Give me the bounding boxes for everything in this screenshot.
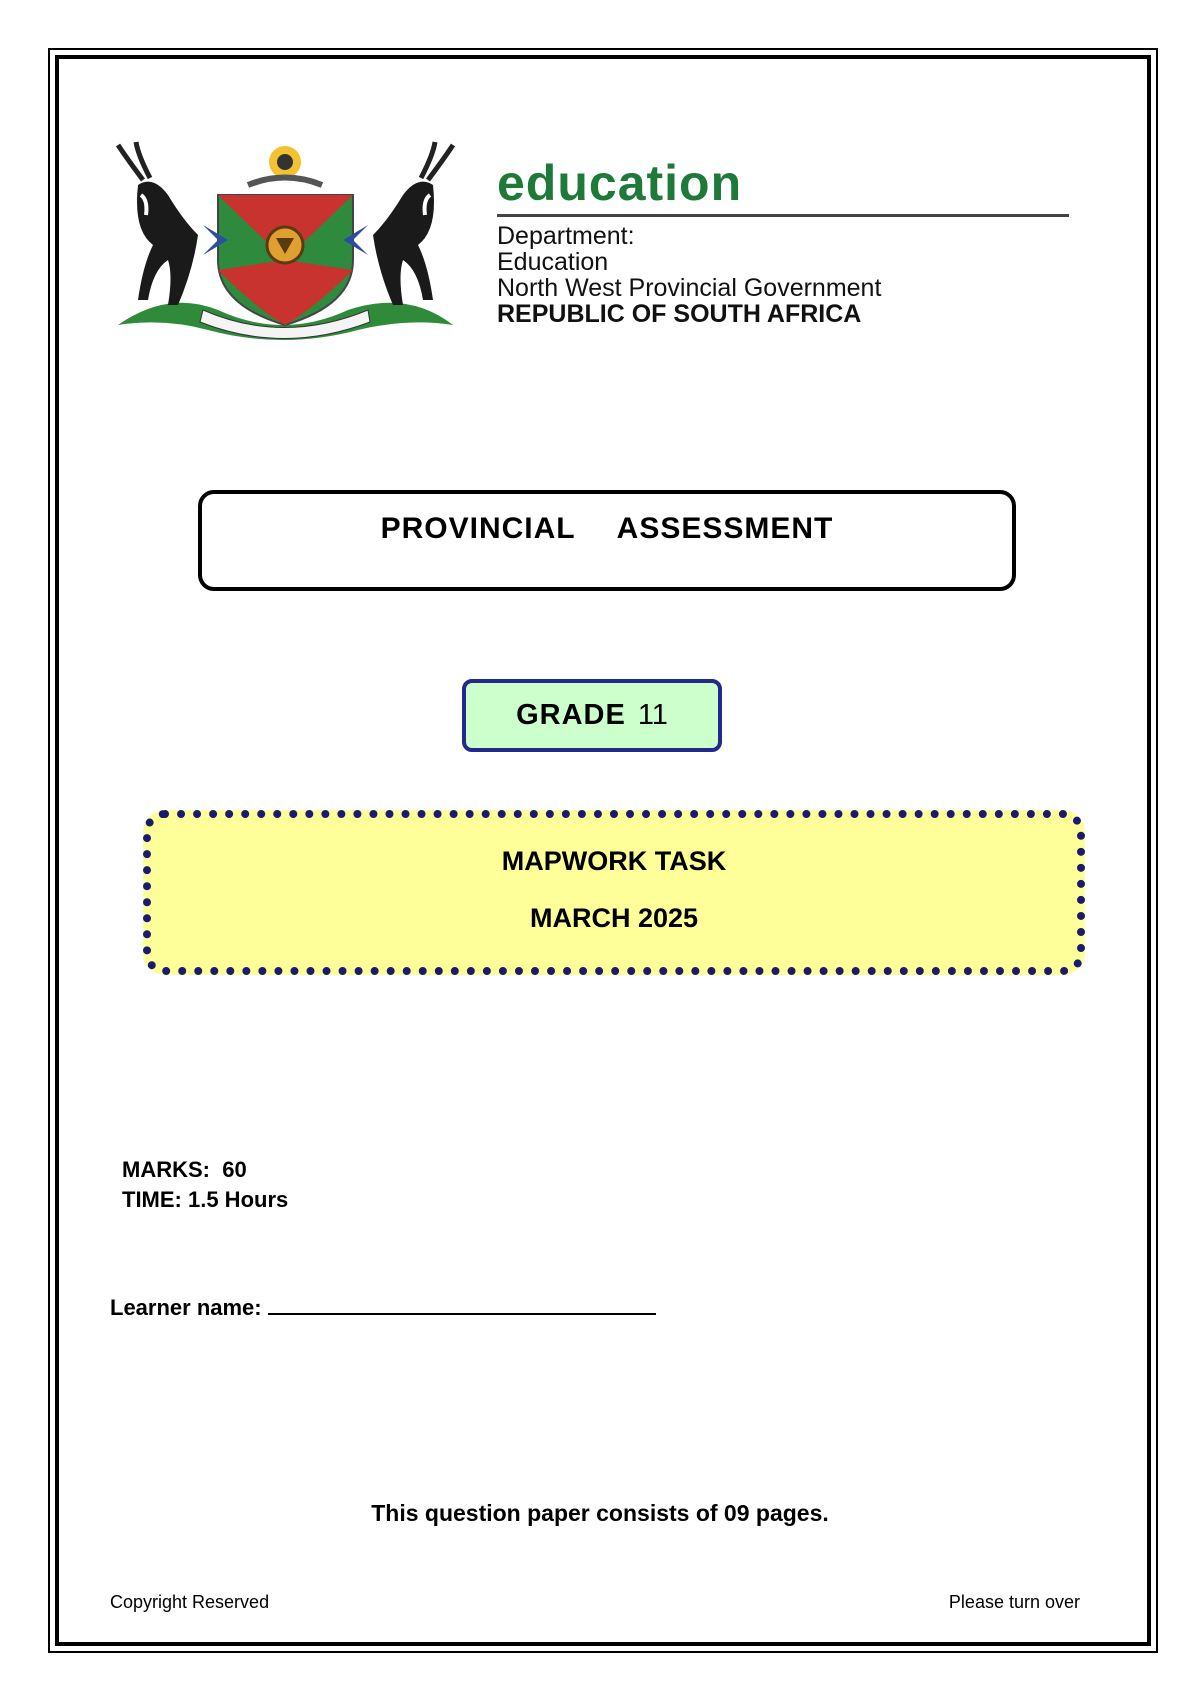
time-text: TIME: 1.5 Hours	[122, 1187, 289, 1212]
dept-line-3: North West Provincial Government	[497, 274, 882, 302]
learner-name-blank	[268, 1293, 656, 1315]
task-date: MARCH 2025	[529, 903, 699, 933]
grade-box	[462, 679, 722, 752]
grade-number: 11	[637, 699, 668, 731]
task-box	[143, 810, 1085, 975]
coat-of-arms-logo	[108, 140, 463, 340]
assessment-title: PROVINCIAL ASSESSMENT	[380, 511, 834, 545]
brand-title: education	[497, 155, 743, 211]
grade-label: GRADE	[516, 699, 626, 731]
footer-copyright: Copyright Reserved	[110, 1592, 270, 1612]
task-name: MAPWORK TASK	[501, 846, 727, 876]
dept-line-4: REPUBLIC OF SOUTH AFRICA	[497, 300, 862, 328]
exam-details	[122, 1155, 288, 1215]
dept-line-1: Department:	[497, 222, 635, 250]
page-count-note: This question paper consists of 09 pages.	[371, 1500, 829, 1526]
learner-name-label: Learner name:	[110, 1295, 262, 1320]
brand-divider	[497, 214, 1069, 217]
footer-turn-over: Please turn over	[948, 1592, 1080, 1612]
marks-text: MARKS: 60	[122, 1157, 247, 1182]
assessment-title-box	[198, 490, 1016, 591]
department-branding	[497, 155, 1072, 328]
dept-line-2: Education	[497, 248, 609, 276]
learner-name-field	[110, 1293, 656, 1321]
